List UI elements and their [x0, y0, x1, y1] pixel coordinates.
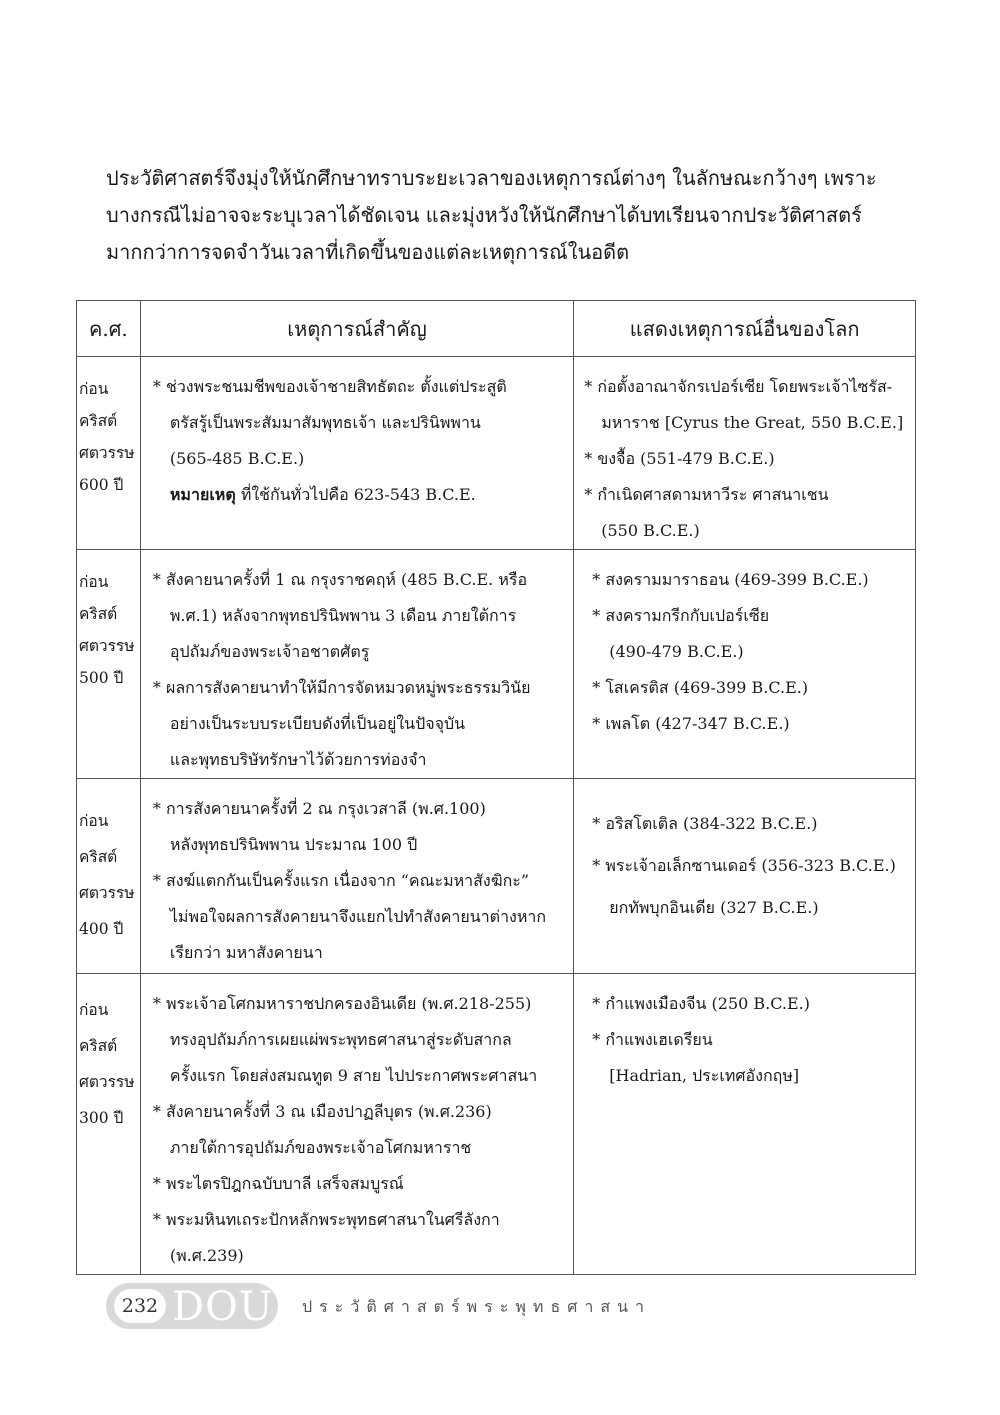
events-cell — [140, 779, 573, 974]
timeline-table — [76, 300, 916, 1275]
era-line: ก่อน — [79, 812, 109, 830]
events-cell — [140, 974, 573, 1275]
era-line: ก่อน — [79, 573, 109, 591]
era-cell — [77, 550, 141, 779]
world-line: * เพลโต (427-347 B.C.E.) — [592, 714, 790, 733]
table-row — [77, 974, 916, 1275]
world-events-cell — [574, 357, 916, 550]
event-line: อย่างเป็นระบบระเบียบดังที่เป็นอยู่ในปัจจุบัน — [169, 714, 466, 733]
logo-text: DOU — [172, 1284, 274, 1330]
world-line: * โสเครติส (469-399 B.C.E.) — [592, 678, 809, 697]
era-line: คริสต์ — [79, 412, 118, 430]
era-line: คริสต์ — [79, 605, 118, 623]
world-line: ยกทัพบุกอินเดีย (327 B.C.E.) — [609, 898, 819, 917]
events-cell — [140, 357, 573, 550]
dou-logo — [106, 1283, 278, 1329]
world-line: * พระเจ้าอเล็กซานเดอร์ (356-323 B.C.E.) — [592, 856, 896, 875]
note-text: ที่ใช้กันทั่วไปคือ 623-543 B.C.E. — [235, 485, 476, 504]
event-line: ตรัสรู้เป็นพระสัมมาสัมพุทธเจ้า และปรินิพพาน — [169, 413, 481, 432]
note-label: หมายเหตุ — [169, 485, 236, 504]
event-line: ไม่พอใจผลการสังคายนาจึงแยกไปทำสังคายนาต่างหาก — [169, 907, 547, 926]
event-line: ครั้งแรก โดยส่งสมณทูต 9 สาย ไปประกาศพระศาสนา — [169, 1066, 538, 1085]
world-line: * กำแพงเมืองจีน (250 B.C.E.) — [592, 994, 810, 1013]
event-line: อุปถัมภ์ของพระเจ้าอชาตศัตรู — [169, 642, 370, 661]
era-line: คริสต์ — [79, 848, 118, 866]
event-line: * พระไตรปิฎกฉบับบาลี เสร็จสมบูรณ์ — [152, 1174, 404, 1193]
event-line: * การสังคายนาครั้งที่ 2 ณ กรุงเวสาลี (พ.ศ.100) — [152, 799, 486, 818]
era-line: ก่อน — [79, 1001, 109, 1019]
book-title: ประวัติศาสตร์พระพุทธศาสนา — [302, 1297, 652, 1316]
event-line: * ผลการสังคายนาทำให้มีการจัดหมวดหมู่พระธรรมวินัย — [152, 678, 531, 697]
event-line: * พระมหินทเถระปักหลักพระพุทธศาสนาในศรีลังกา — [152, 1210, 500, 1229]
header-era: ค.ศ. — [77, 301, 141, 357]
era-line: 300 ปี — [79, 1109, 124, 1127]
world-line: (490-479 B.C.E.) — [609, 642, 744, 661]
world-line: * ก่อตั้งอาณาจักรเปอร์เซีย โดยพระเจ้าไซรัส- — [584, 377, 893, 396]
table-header-row — [77, 301, 916, 357]
intro-line: ประวัติศาสตร์จึงมุ่งให้นักศึกษาทราบระยะเวลาของเหตุการณ์ต่างๆ ในลักษณะกว้างๆ เพราะ — [106, 166, 877, 190]
world-line: [Hadrian, ประเทศอังกฤษ] — [609, 1066, 800, 1085]
intro-line: มากกว่าการจดจำวันเวลาที่เกิดขึ้นของแต่ละเหตุการณ์ในอดีต — [106, 240, 630, 264]
world-line: มหาราช [Cyrus the Great, 550 B.C.E.] — [601, 413, 904, 432]
event-line: ภายใต้การอุปถัมภ์ของพระเจ้าอโศกมหาราช — [169, 1138, 472, 1157]
intro-paragraph — [106, 160, 906, 271]
world-line: * สงครามกรีกกับเปอร์เซีย — [592, 606, 770, 625]
era-line: ศตวรรษ — [79, 637, 135, 655]
era-line: ศตวรรษ — [79, 1073, 135, 1091]
table-row — [77, 357, 916, 550]
world-events-cell — [574, 779, 916, 974]
world-line: * สงครามมาราธอน (469-399 B.C.E.) — [592, 570, 869, 589]
page-footer — [106, 1283, 806, 1331]
page-number: 232 — [114, 1289, 166, 1323]
event-note — [153, 477, 573, 513]
era-line: คริสต์ — [79, 1037, 118, 1055]
events-cell — [140, 550, 573, 779]
event-line: หลังพุทธปรินิพพาน ประมาณ 100 ปี — [169, 835, 418, 854]
intro-line: บางกรณีไม่อาจจะระบุเวลาได้ชัดเจน และมุ่งหวังให้นักศึกษาได้บทเรียนจากประวัติศาสตร์ — [106, 203, 862, 227]
era-line: 500 ปี — [79, 669, 124, 687]
event-line: * ช่วงพระชนมชีพของเจ้าชายสิทธัตถะ ตั้งแต่ประสูติ — [152, 377, 507, 396]
world-line: * กำเนิดศาสดามหาวีระ ศาสนาเชน — [584, 485, 829, 504]
event-line: พ.ศ.1) หลังจากพุทธปรินิพพาน 3 เดือน ภายใต้การ — [169, 606, 517, 625]
event-line: * สงฆ์แตกกันเป็นครั้งแรก เนื่องจาก “คณะมหาสังฆิกะ” — [152, 871, 530, 890]
era-line: ศตวรรษ — [79, 444, 135, 462]
header-events: เหตุการณ์สำคัญ — [140, 301, 573, 357]
table-row — [77, 779, 916, 974]
era-line: ศตวรรษ — [79, 884, 135, 902]
header-world-events: แสดงเหตุการณ์อื่นของโลก — [574, 301, 916, 357]
event-line: (565-485 B.C.E.) — [169, 449, 305, 468]
event-line: * สังคายนาครั้งที่ 3 ณ เมืองปาฏลีบุตร (พ.ศ.236) — [152, 1102, 492, 1121]
event-line: * สังคายนาครั้งที่ 1 ณ กรุงราชคฤห์ (485 B.C.E. หรือ — [152, 570, 528, 589]
event-line: (พ.ศ.239) — [169, 1246, 244, 1265]
event-line: และพุทธบริษัทรักษาไว้ด้วยการท่องจำ — [169, 750, 427, 769]
event-line: เรียกว่า มหาสังคายนา — [169, 943, 323, 962]
world-line: * กำแพงเฮเดรียน — [592, 1030, 713, 1049]
era-line: ก่อน — [79, 380, 109, 398]
world-events-cell — [574, 550, 916, 779]
event-line: ทรงอุปถัมภ์การเผยแผ่พระพุทธศาสนาสู่ระดับสากล — [169, 1030, 512, 1049]
era-cell — [77, 357, 141, 550]
table-row — [77, 550, 916, 779]
event-line: * พระเจ้าอโศกมหาราชปกครองอินเดีย (พ.ศ.218-255) — [152, 994, 532, 1013]
era-line: 600 ปี — [79, 476, 124, 494]
world-line: * ขงจื้อ (551-479 B.C.E.) — [584, 449, 775, 468]
world-line: (550 B.C.E.) — [601, 521, 700, 540]
world-line: * อริสโตเติล (384-322 B.C.E.) — [592, 814, 818, 833]
era-cell — [77, 779, 141, 974]
world-events-cell — [574, 974, 916, 1275]
era-line: 400 ปี — [79, 920, 124, 938]
era-cell — [77, 974, 141, 1275]
